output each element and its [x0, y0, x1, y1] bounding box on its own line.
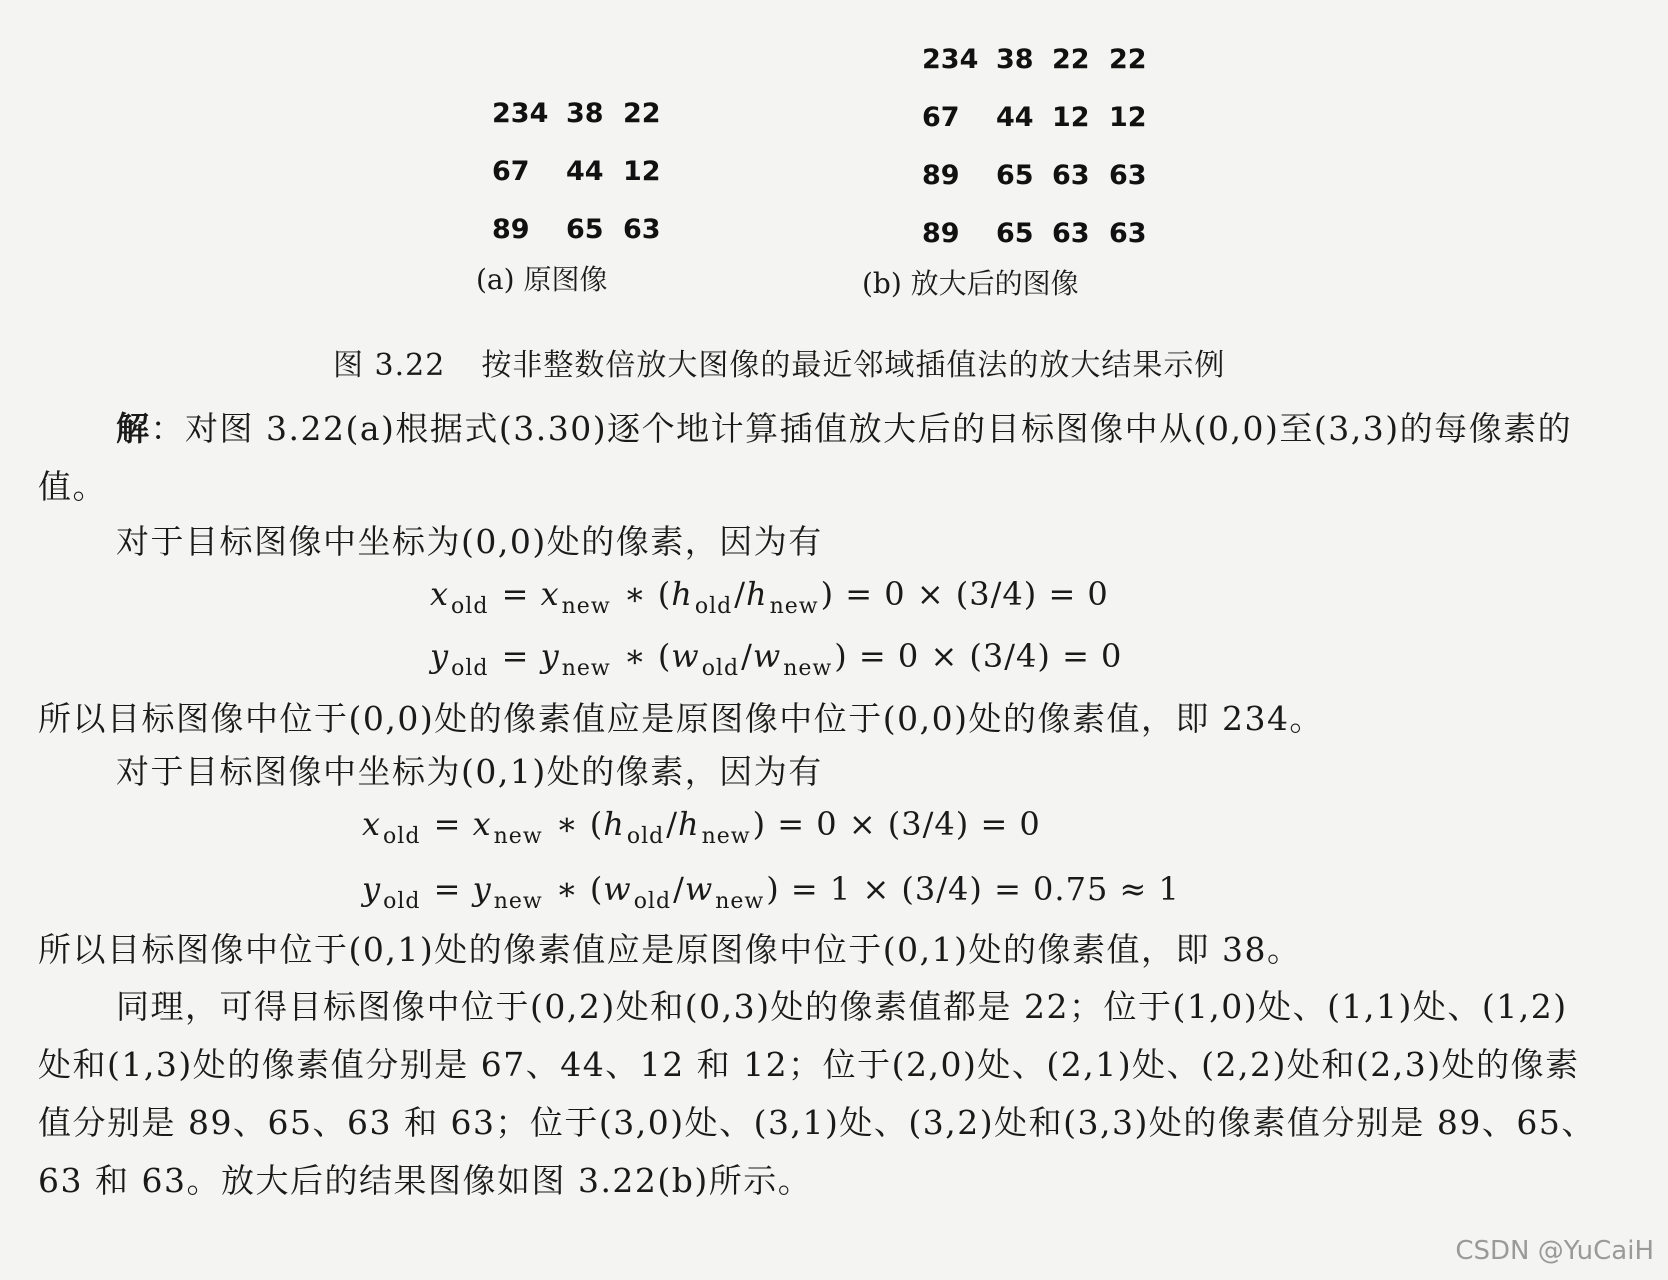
matrix-cell: 89: [492, 214, 530, 245]
caption-original-image: (a) 原图像: [476, 263, 608, 296]
solution-label: 解: [116, 409, 151, 448]
paragraph-result-0-1: 所以目标图像中位于(0,1)处的像素值应是原图像中位于(0,1)处的像素值，即 38。: [38, 930, 1302, 969]
paragraph-result-0-0: 所以目标图像中位于(0,0)处的像素值应是原图像中位于(0,0)处的像素值，即 234。: [38, 699, 1324, 738]
equation-x-old-0-0: $x_{old} = x_{new}$ ∗ $(h_{old}/h_{new}) = 0 \times (3/4) = 0$: [430, 575, 1109, 619]
matrix-cell: 65: [996, 218, 1034, 249]
matrix-cell: 12: [623, 156, 661, 187]
matrix-cell: 234: [492, 98, 549, 129]
matrix-cell: 63: [623, 214, 661, 245]
matrix-cell: 89: [922, 218, 960, 249]
matrix-cell: 67: [492, 156, 530, 187]
matrix-cell: 22: [623, 98, 661, 129]
paragraph-pixel-0-0: 对于目标图像中坐标为(0,0)处的像素，因为有: [116, 522, 823, 561]
figure-number: 图 3.22: [333, 348, 446, 383]
paragraph-summary: 同理，可得目标图像中位于(0,2)处和(0,3)处的像素值都是 22；位于(1,0)处、(1,1)处、(1,2)处和(1,3)处的像素值分别是 67、44、12 和 12；位于(2,0)处、(2,1)处、(2,2)处和(2,3)处的像素值分别是 89、65、63 和 63；位于(3,0)处、(3,1)处、(3,2)处和(3,3)处的像素值分别是 89、65、63 和 63。放大后的结果图像如图 3.22(b)所示。: [38, 987, 1596, 1200]
matrix-cell: 89: [922, 160, 960, 191]
matrix-cell: 22: [1052, 44, 1090, 75]
matrix-cell: 67: [922, 102, 960, 133]
matrix-cell: 63: [1052, 218, 1090, 249]
figure-caption-text: 按非整数倍放大图像的最近邻域插值法的放大结果示例: [481, 348, 1226, 383]
solution-intro-text: ：对图 3.22(a)根据式(3.30)逐个地计算插值放大后的目标图像中从(0,0)至(3,3)的每像素的值。: [38, 409, 1573, 506]
matrix-cell: 12: [1052, 102, 1090, 133]
caption-enlarged-image: (b) 放大后的图像: [862, 267, 1079, 300]
solution-intro: [38, 400, 1598, 516]
equation-y-old-0-0: $y_{old} = y_{new}$ ∗ $(w_{old}/w_{new}) = 0 \times (3/4) = 0$: [430, 637, 1123, 681]
matrix-cell: 63: [1052, 160, 1090, 191]
matrix-cell: 63: [1109, 218, 1147, 249]
watermark: CSDN @YuCaiH: [1455, 1236, 1654, 1266]
paragraph-pixel-0-1: 对于目标图像中坐标为(0,1)处的像素，因为有: [116, 752, 823, 791]
matrix-cell: 38: [566, 98, 604, 129]
matrix-cell: 65: [996, 160, 1034, 191]
matrix-cell: 22: [1109, 44, 1147, 75]
figure-caption: [333, 340, 1225, 384]
equation-y-old-0-1: $y_{old} = y_{new}$ ∗ $(w_{old}/w_{new}) = 1 \times (3/4) = 0.75 \approx 1$: [362, 870, 1180, 914]
matrix-cell: 38: [996, 44, 1034, 75]
matrix-cell: 63: [1109, 160, 1147, 191]
matrix-cell: 234: [922, 44, 979, 75]
matrix-cell: 65: [566, 214, 604, 245]
matrix-cell: 44: [566, 156, 604, 187]
equation-x-old-0-1: $x_{old} = x_{new}$ ∗ $(h_{old}/h_{new}) = 0 \times (3/4) = 0$: [362, 805, 1041, 849]
matrix-cell: 44: [996, 102, 1034, 133]
matrix-cell: 12: [1109, 102, 1147, 133]
